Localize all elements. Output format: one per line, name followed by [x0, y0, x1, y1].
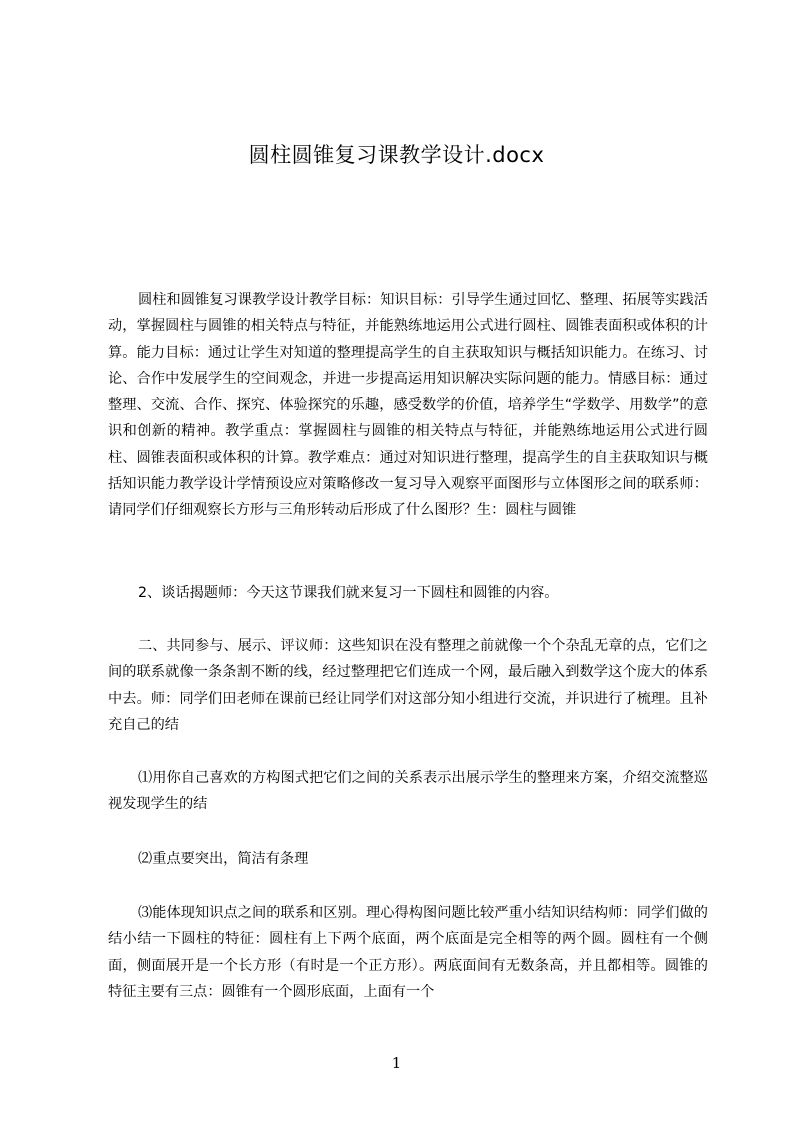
- paragraph-topic-intro: [108, 580, 708, 606]
- paragraph-item-3: [108, 900, 708, 1005]
- paragraph-text: ⑶能体现知识点之间的联系和区别。理心得构图问题比较严重小结知识结构师：同学们做的结小结一下圆柱的特征：圆柱有上下两个底面，两个底面是完全相等的两个圆。圆柱有一个侧面，侧面展开是一个长方形（有时是一个正方形）。两底面间有无数条高，并且都相等。圆锥的特征主要有三点：圆锥有一个圆形底面，上面有一个: [108, 905, 708, 1000]
- paragraph-text: ⑴用你自己喜欢的方构图式把它们之间的关系表示出展示学生的整理来方案，介绍交流整巡视发现学生的结: [108, 770, 708, 813]
- paragraph-text: 圆柱和圆锥复习课教学设计教学目标：知识目标：引导学生通过回忆、整理、拓展等实践活动，掌握圆柱与圆锥的相关特点与特征，并能熟练地运用公式进行圆柱、圆锥表面积或体积的计算。能力目标：通过让学生对知道的整理提高学生的自主获取知识与概括知识能力。在练习、讨论、合作中发展学生的空间观念，并进一步提高运用知识解决实际问题的能力。情感目标：通过整理、交流、合作、探究、体验探究的乐趣，感受数学的价值，培养学生“学数学、用数学”的意识和创新的精神。教学重点：掌握圆柱与圆锥的相关特点与特征，并能熟练地运用公式进行圆柱、圆锥表面积或体积的计算。教学难点：通过对知识进行整理，提高学生的自主获取知识与概括知识能力教学设计学情预设应对策略修改一复习导入观察平面图形与立体图形之间的联系师：请同学们仔细观察长方形与三角形转动后形成了什么图形？生：圆柱与圆锥: [108, 292, 708, 519]
- paragraph-item-2: [108, 846, 708, 872]
- paragraph-item-1: [108, 765, 708, 818]
- document-title: 圆柱圆锥复习课教学设计.docx: [248, 143, 545, 167]
- paragraph-text: ⑵重点要突出，简洁有条理: [138, 851, 309, 867]
- paragraph-teaching-goals: [108, 287, 708, 524]
- page-number: 1: [391, 1054, 402, 1072]
- paragraph-text: 2、谈话揭题师：今天这节课我们就来复习一下圆柱和圆锥的内容。: [138, 585, 559, 601]
- paragraph-participation: [108, 633, 708, 738]
- paragraph-text: 二、共同参与、展示、评议师：这些知识在没有整理之前就像一个个杂乱无章的点，它们之间的联系就像一条条割不断的线，经过整理把它们连成一个网，最后融入到数学这个庞大的体系中去。师：同学们田老师在课前已经让同学们对这部分知小组进行交流，并识进行了梳理。且补充自己的结: [108, 638, 708, 733]
